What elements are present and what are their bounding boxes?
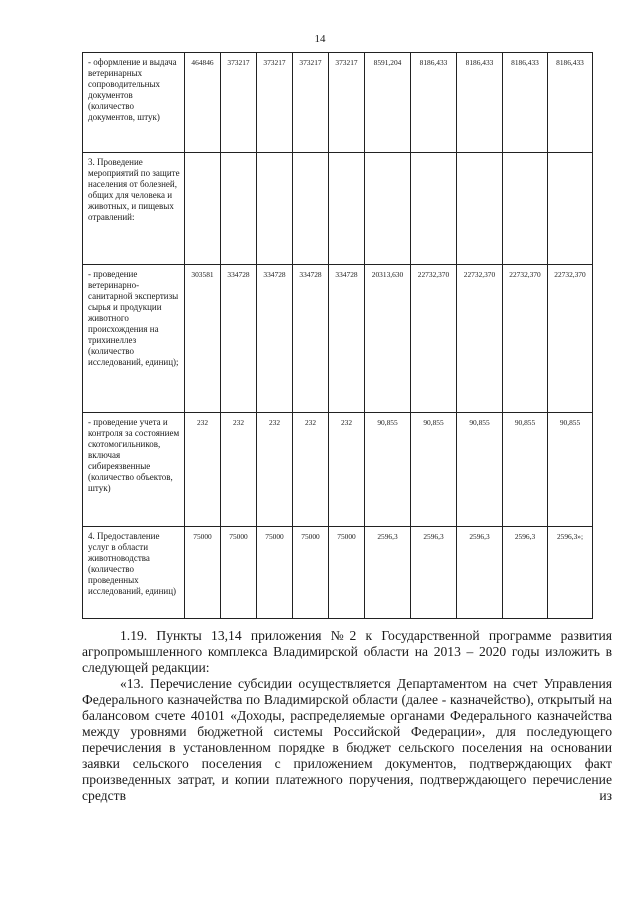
table-cell: 22732,370 xyxy=(411,265,457,413)
table-cell: 334728 xyxy=(329,265,365,413)
table-cell: 22732,370 xyxy=(548,265,593,413)
table-cell: 75000 xyxy=(329,527,365,619)
table-cell: 373217 xyxy=(329,53,365,153)
table-cell: 373217 xyxy=(221,53,257,153)
table-cell: 2596,3 xyxy=(411,527,457,619)
table-cell xyxy=(411,153,457,265)
table-cell: 75000 xyxy=(257,527,293,619)
table-cell xyxy=(257,153,293,265)
table-cell: 8186,433 xyxy=(457,53,503,153)
table-cell: 75000 xyxy=(221,527,257,619)
table-cell: 2596,3 xyxy=(457,527,503,619)
row-label: - оформление и выдача ветеринарных сопроводительных документов (количество документов, штук) xyxy=(83,53,185,153)
table-cell: 373217 xyxy=(257,53,293,153)
table-cell xyxy=(185,153,221,265)
table-cell xyxy=(293,153,329,265)
paragraph-amendment: 1.19. Пункты 13,14 приложения №2 к Государственной программе развития агропромышленного комплекса Владимирской области на 2013 – 2020 годы изложить в следующей редакции: xyxy=(82,628,612,676)
table-cell: 90,855 xyxy=(503,413,548,527)
table-cell: 232 xyxy=(221,413,257,527)
table-cell: 8591,204 xyxy=(365,53,411,153)
table-row xyxy=(83,53,593,153)
table-cell xyxy=(503,153,548,265)
table-cell: 2596,3 xyxy=(503,527,548,619)
table-cell: 90,855 xyxy=(457,413,503,527)
row-label: 4. Предоставление услуг в области животноводства (количество проведенных исследований, единиц) xyxy=(83,527,185,619)
table-cell: 232 xyxy=(293,413,329,527)
table-row xyxy=(83,527,593,619)
table-cell: 464846 xyxy=(185,53,221,153)
table-cell: 232 xyxy=(257,413,293,527)
table-cell: 303581 xyxy=(185,265,221,413)
table-cell: 2596,3»; xyxy=(548,527,593,619)
page-number: 14 xyxy=(314,33,326,45)
table-cell xyxy=(365,153,411,265)
row-label: - проведение учета и контроля за состоянием скотомогильников, включая сибиреязвенные (количество объектов, штук) xyxy=(83,413,185,527)
row-label: - проведение ветеринарно-санитарной экспертизы сырья и продукции животного происхождения на трихинеллез (количество исследований, единиц); xyxy=(83,265,185,413)
table-cell: 8186,433 xyxy=(411,53,457,153)
table-cell: 90,855 xyxy=(411,413,457,527)
table-row xyxy=(83,153,593,265)
table-cell: 22732,370 xyxy=(457,265,503,413)
table-cell: 8186,433 xyxy=(548,53,593,153)
table-cell: 232 xyxy=(185,413,221,527)
table-cell: 334728 xyxy=(221,265,257,413)
table-cell: 334728 xyxy=(257,265,293,413)
table-cell xyxy=(548,153,593,265)
body-text xyxy=(82,628,612,804)
table-cell: 75000 xyxy=(293,527,329,619)
table-cell: 75000 xyxy=(185,527,221,619)
table-cell: 90,855 xyxy=(365,413,411,527)
table-cell: 373217 xyxy=(293,53,329,153)
table-cell: 232 xyxy=(329,413,365,527)
table-cell: 334728 xyxy=(293,265,329,413)
table-cell: 22732,370 xyxy=(503,265,548,413)
indicator-table xyxy=(82,52,593,619)
table-cell: 8186,433 xyxy=(503,53,548,153)
table-cell xyxy=(457,153,503,265)
paragraph-clause-13: «13. Перечисление субсидии осуществляется Департаментом на счет Управления Федерального казначейства по Владимирской области (далее - казначейство), открытый на балансовом счете 40101 «Доходы, распределяемые органами Федерального казначейства между уровнями бюджетной системы Российской Федерации», для последующего перечисления в установленном порядке в бюджет сельского поселения на основании заявки сельского поселения с приложением документов, подтверждающих факт произведенных затрат, и копии платежного поручения, подтверждающего перечисление средств из xyxy=(82,676,612,804)
table-cell: 2596,3 xyxy=(365,527,411,619)
table-cell: 90,855 xyxy=(548,413,593,527)
table-row xyxy=(83,413,593,527)
row-label: 3. Проведение мероприятий по защите населения от болезней, общих для человека и животных, и пищевых отравлений: xyxy=(83,153,185,265)
table-cell xyxy=(221,153,257,265)
table-cell: 20313,630 xyxy=(365,265,411,413)
table-cell xyxy=(329,153,365,265)
table-row xyxy=(83,265,593,413)
